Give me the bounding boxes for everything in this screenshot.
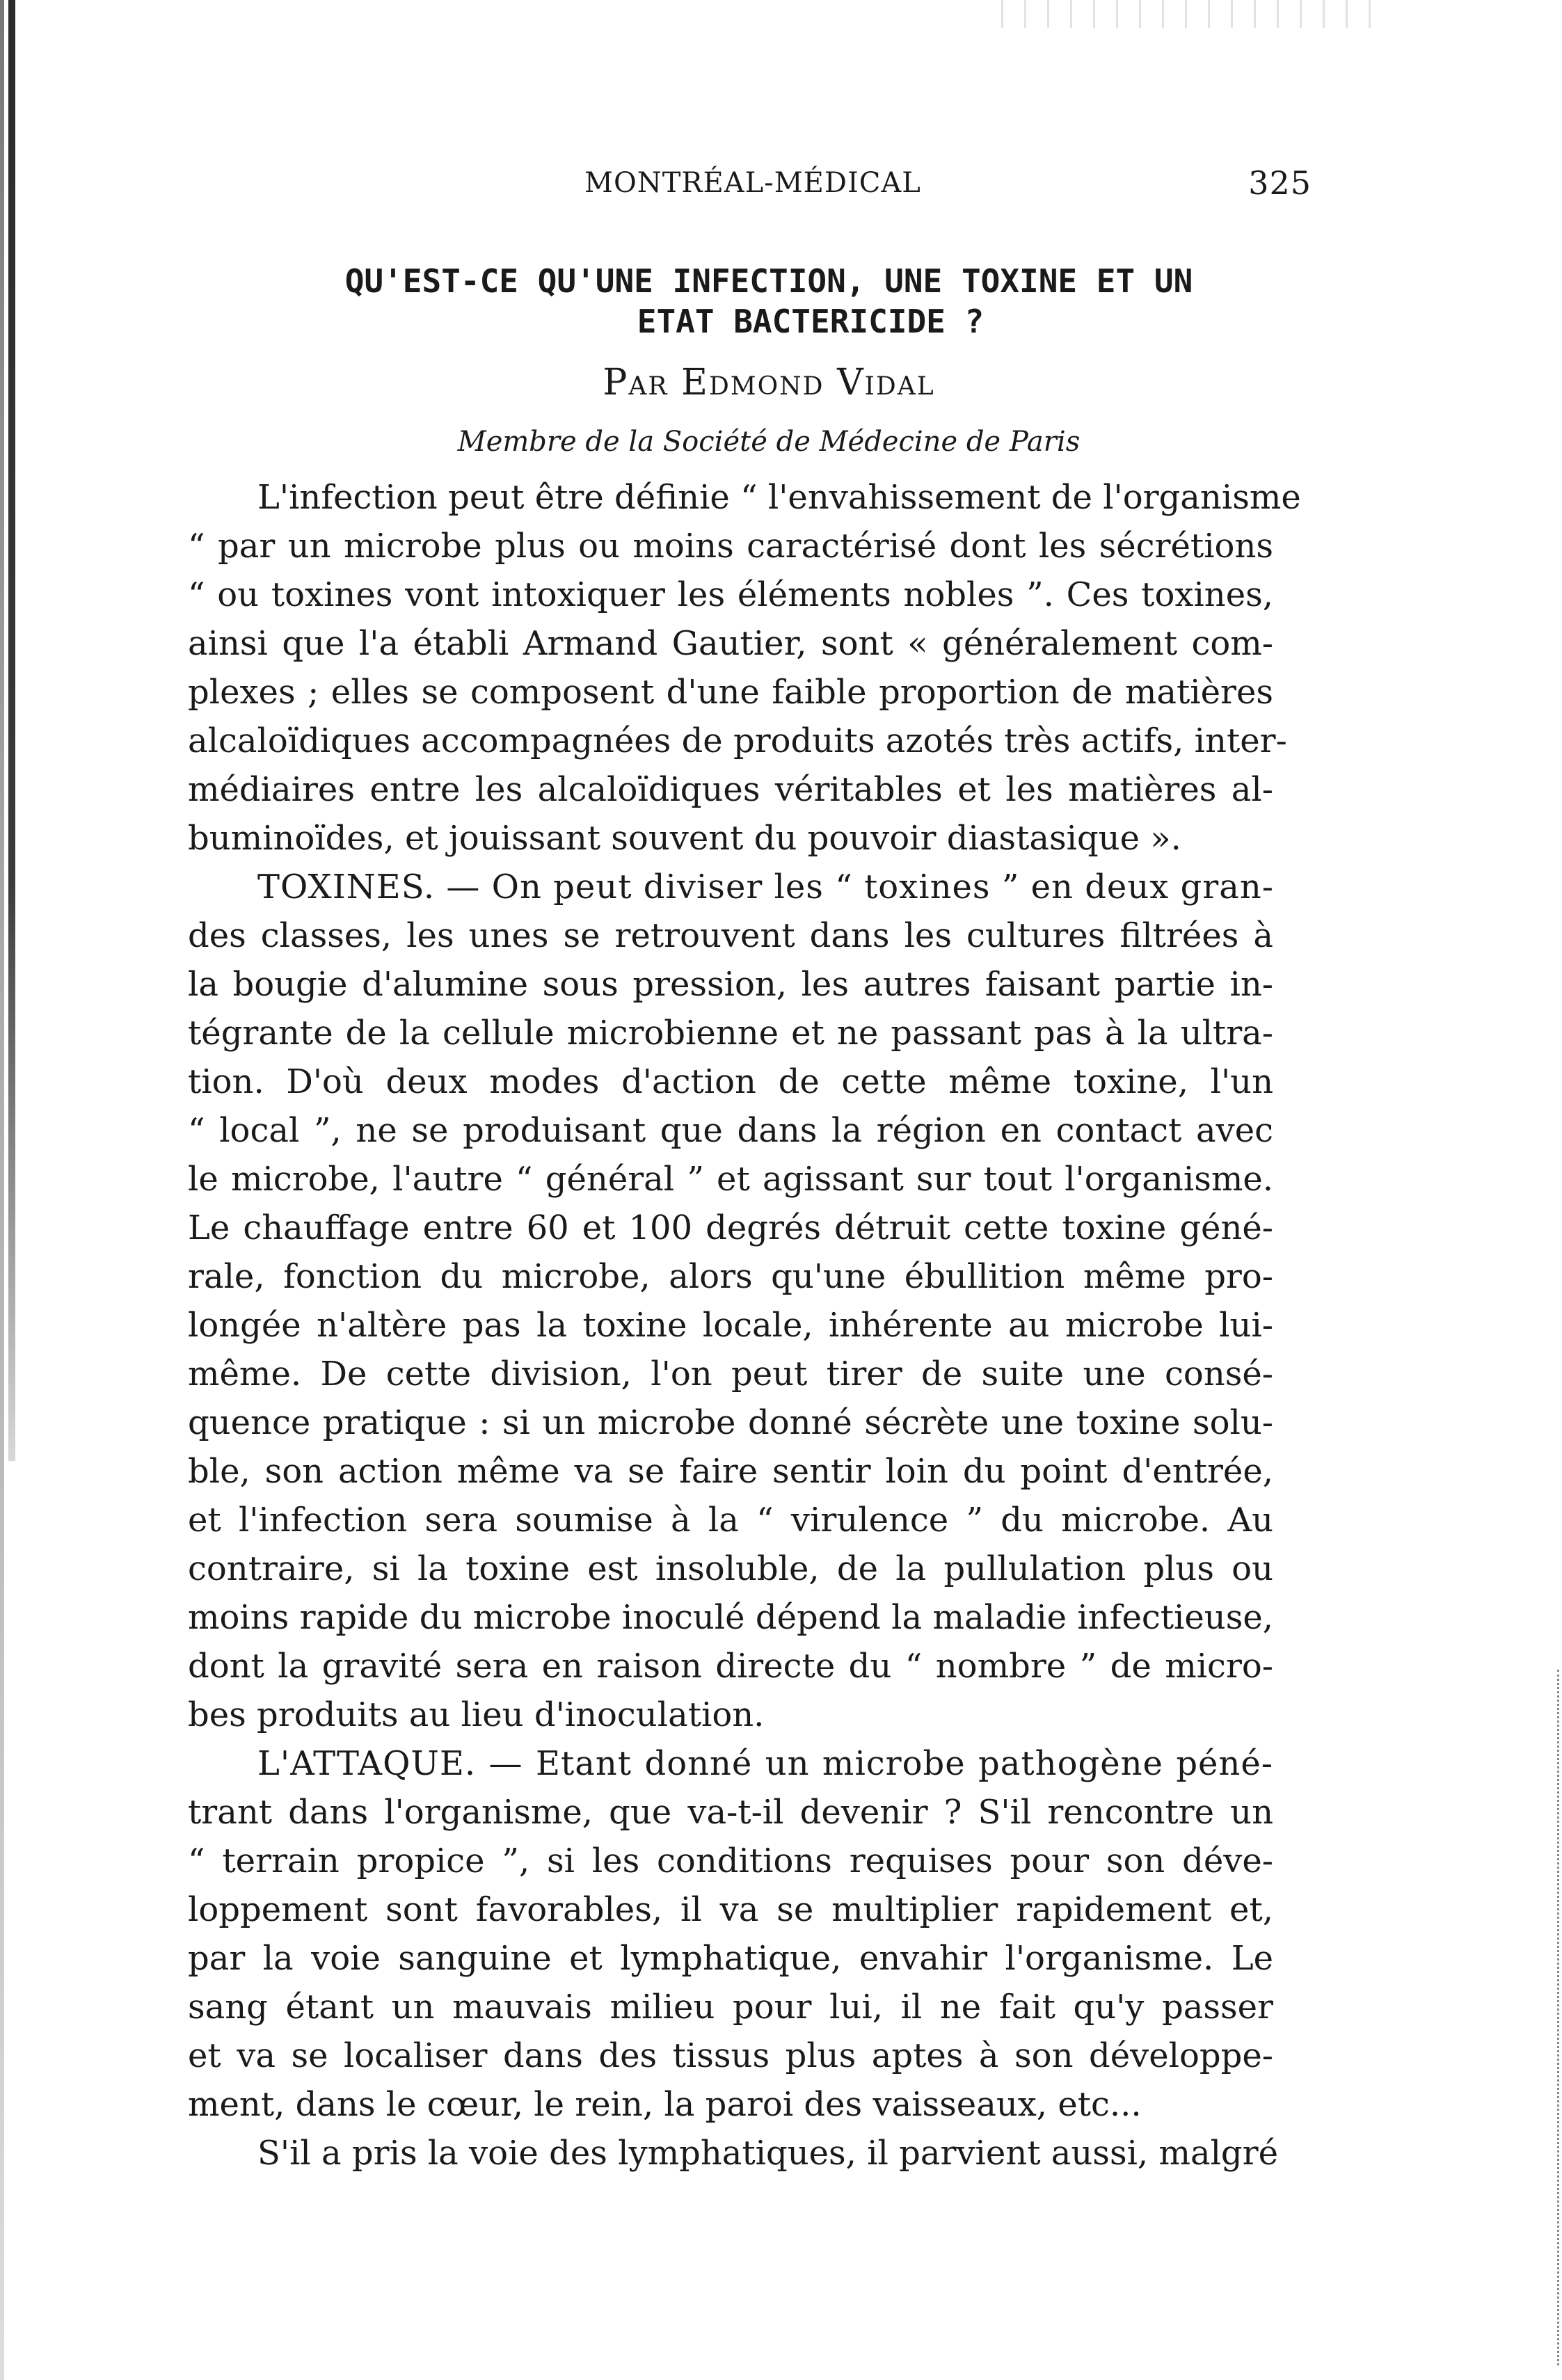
binding-edge-artifact: [8, 0, 15, 1461]
body-line: et l'infection sera soumise à la “ virulence ” du microbe. Au: [188, 1501, 1273, 1540]
body-line: sang étant un mauvais milieu pour lui, il ne fait qu'y passer: [188, 1988, 1273, 2027]
body-line: trant dans l'organisme, que va-t-il devenir ? S'il rencontre un: [188, 1793, 1273, 1832]
body-line: S'il a pris la voie des lymphatiques, il parvient aussi, malgré: [257, 2134, 1278, 2173]
body-line: même. De cette division, l'on peut tirer de suite une consé-: [188, 1355, 1273, 1393]
journal-title: MONTRÉAL-MÉDICAL: [584, 167, 921, 199]
body-line: contraire, si la toxine est insoluble, de la pullulation plus ou: [188, 1549, 1273, 1588]
body-line: ment, dans le cœur, le rein, la paroi des vaisseaux, etc...: [188, 2085, 1142, 2124]
body-line: “ local ”, ne se produisant que dans la région en contact avec: [188, 1111, 1273, 1150]
body-line: Le chauffage entre 60 et 100 degrés détruit cette toxine géné-: [188, 1208, 1273, 1247]
running-header: [250, 160, 1312, 209]
article-title-line-1: QU'EST-CE QU'UNE INFECTION, UNE TOXINE ET UN: [344, 262, 1193, 300]
body-line: longée n'altère pas la toxine locale, inhérente au microbe lui-: [188, 1306, 1273, 1345]
body-line: quence pratique : si un microbe donné sécrète une toxine solu-: [188, 1403, 1273, 1442]
body-line: “ terrain propice ”, si les conditions requises pour son déve-: [188, 1842, 1273, 1880]
section-toxines-line: TOXINES. — On peut diviser les “ toxines ” en deux gran-: [257, 868, 1274, 907]
article-title: [250, 261, 1287, 342]
body-line: moins rapide du microbe inoculé dépend la maladie infectieuse,: [188, 1598, 1273, 1637]
body-line: ainsi que l'a établi Armand Gautier, sont « généralement com-: [188, 624, 1273, 663]
right-edge-artifact: [1555, 1670, 1559, 2365]
page-number: 325: [1248, 164, 1312, 202]
body-line: et va se localiser dans des tissus plus aptes à son développe-: [188, 2036, 1273, 2075]
body-line: “ par un microbe plus ou moins caractérisé dont les sécrétions: [188, 527, 1273, 566]
article-title-line-2: ETAT BACTERICIDE ?: [637, 303, 985, 340]
article-body: [188, 473, 1301, 2178]
section-attaque-line: L'ATTAQUE. — Etant donné un microbe pathogène péné-: [257, 1744, 1273, 1783]
body-line: le microbe, l'autre “ général ” et agissant sur tout l'organisme.: [188, 1160, 1273, 1199]
body-line: tégrante de la cellule microbienne et ne passant pas à la ultra-: [188, 1014, 1273, 1053]
body-line: par la voie sanguine et lymphatique, envahir l'organisme. Le: [188, 1939, 1273, 1978]
scan-edge-shadow: [0, 0, 4, 2380]
body-line: ble, son action même va se faire sentir loin du point d'entrée,: [188, 1452, 1273, 1491]
body-line: dont la gravité sera en raison directe du “ nombre ” de micro-: [188, 1647, 1273, 1686]
body-line: des classes, les unes se retrouvent dans les cultures filtrées à: [188, 916, 1273, 955]
body-line: bes produits au lieu d'inoculation.: [188, 1695, 765, 1734]
body-line: loppement sont favorables, il va se multiplier rapidement et,: [188, 1890, 1273, 1929]
author-byline: Par Edmond Vidal: [603, 362, 935, 404]
body-line: plexes ; elles se composent d'une faible proportion de matières: [188, 673, 1273, 712]
author-affiliation: Membre de la Société de Médecine de Paris: [457, 426, 1081, 458]
body-line: buminoïdes, et jouissant souvent du pouvoir diastasique ».: [188, 819, 1181, 858]
body-line: “ ou toxines vont intoxiquer les éléments nobles ”. Ces toxines,: [188, 575, 1273, 614]
body-line: médiaires entre les alcaloïdiques véritables et les matières al-: [188, 770, 1273, 809]
body-line: tion. D'où deux modes d'action de cette même toxine, l'un: [188, 1062, 1273, 1101]
body-line: L'infection peut être définie “ l'envahissement de l'organisme: [257, 478, 1301, 517]
body-line: rale, fonction du microbe, alors qu'une ébullition même pro-: [188, 1257, 1273, 1296]
body-line: alcaloïdiques accompagnées de produits azotés très actifs, inter-: [188, 721, 1287, 760]
body-line: la bougie d'alumine sous pression, les autres faisant partie in-: [188, 965, 1273, 1004]
top-speckle-artifact: [991, 0, 1381, 28]
